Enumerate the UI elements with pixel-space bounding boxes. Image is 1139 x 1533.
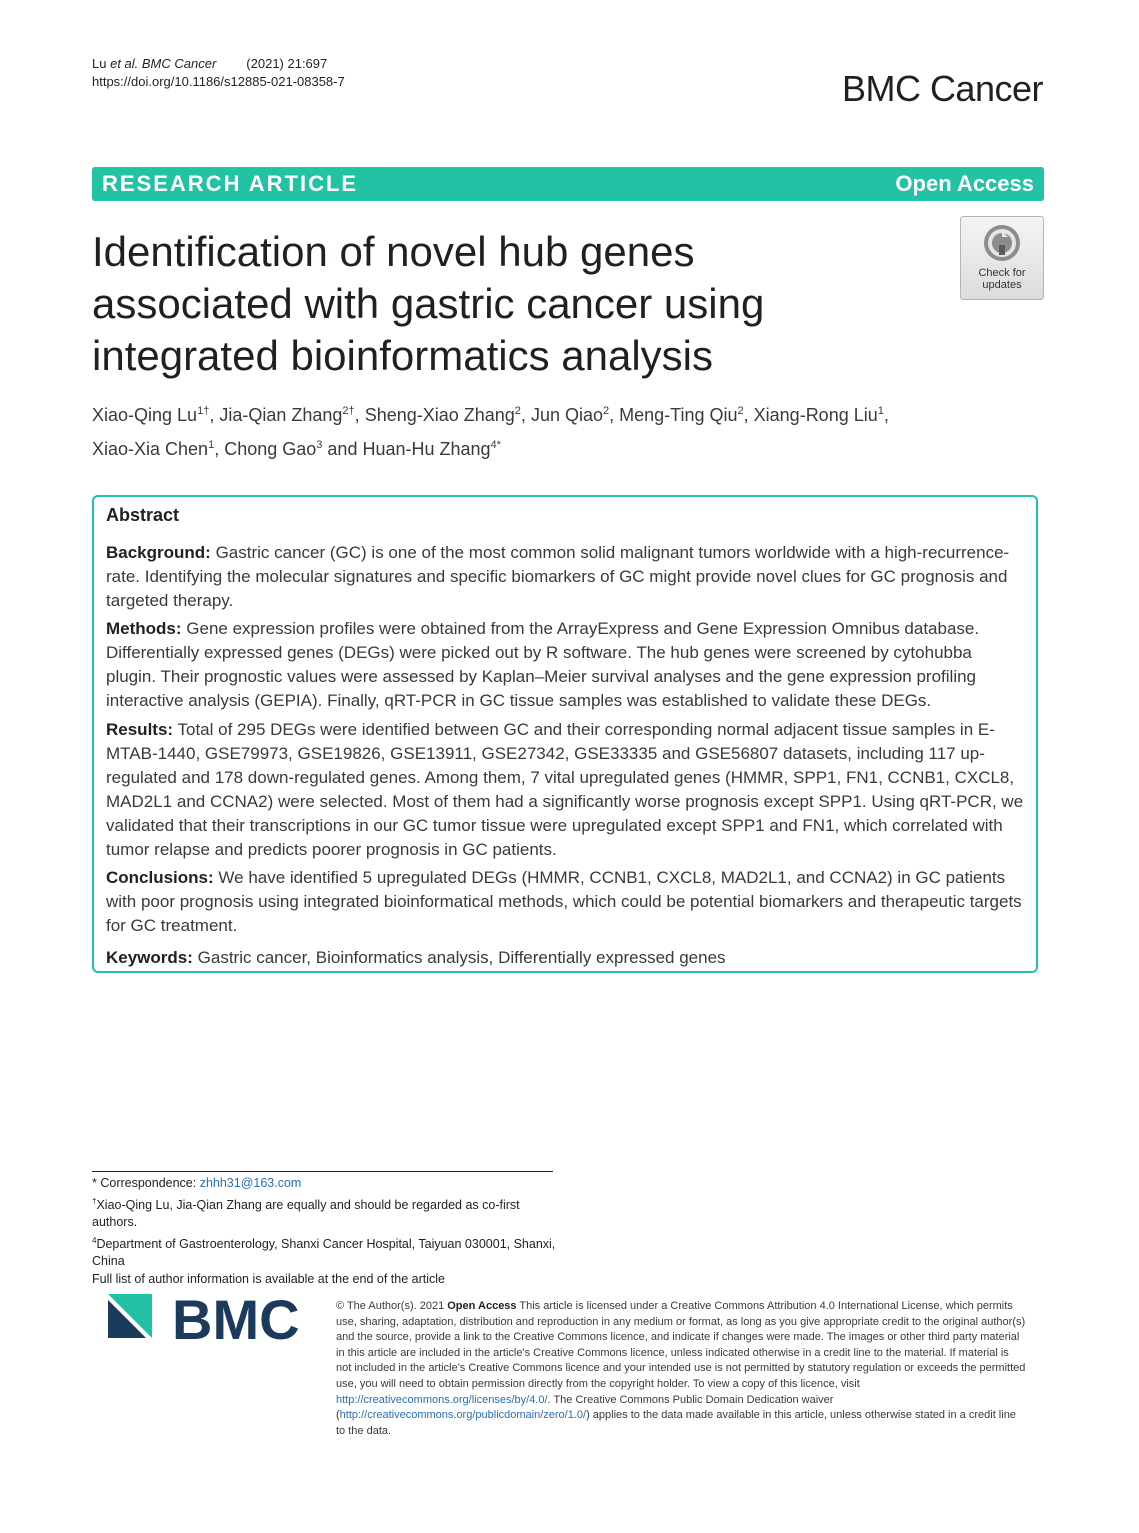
- license-body: ) applies to the data made available in this article, unless otherwise stated in a credit line to the data.: [336, 1409, 1016, 1437]
- abstract-heading: Abstract: [106, 505, 180, 525]
- footnote-mark: 4: [92, 1235, 97, 1245]
- correspondence-label: * Correspondence:: [92, 1176, 200, 1190]
- license-link[interactable]: http://creativecommons.org/publicdomain/zero/1.0/: [339, 1409, 587, 1422]
- check-for-updates-label: [961, 267, 1043, 291]
- author-affiliation: 2: [514, 405, 521, 417]
- section-label: Background:: [106, 543, 211, 562]
- citation-journal: et al. BMC Cancer: [110, 56, 217, 71]
- author[interactable]: [362, 439, 500, 459]
- footnote-text: Xiao-Qing Lu, Jia-Qian Zhang are equally and should be regarded as co-first authors.: [92, 1197, 520, 1230]
- section-text: Total of 295 DEGs were identified between GC and their corresponding normal adjacent tissue samples in E-MTAB-1440, GSE79973, GSE19826, GSE13911, GSE27342, GSE33335 and GSE56807 datasets, including 117 up-regulated and 178 down-regulated genes. Among them, 7 vital upregulated genes (HMMR, SPP1, FN1, CCNB1, CXCL8, MAD2L1 and CCNA2) were selected. Most of them had a significantly worse prognosis except SPP1. Using qRT-PCR, we validated that their transcriptions in our GC tumor tissue were upregulated except SPP1 and FN1, which correlated with tumor relapse and predicts poorer prognosis in GC patients.: [106, 720, 1024, 859]
- citation-header: [92, 55, 345, 91]
- abstract-keywords: [106, 946, 1026, 970]
- correspondence: [92, 1175, 562, 1193]
- author[interactable]: [224, 439, 322, 459]
- author-name: Jun Qiao: [530, 405, 603, 425]
- author[interactable]: [365, 405, 521, 425]
- title-line: Identification of novel hub genes: [92, 228, 695, 275]
- author-name: Huan-Hu Zhang: [362, 439, 491, 459]
- author-list: Xiao-Qing $Lu^{1\dagger}$, Jia-Qian Zhang$^{2\dagger}$, Sheng-Xiao Zhang$^2$, Jun Qiao$^2$, Meng-Ting Qiu$^2$, Xiang-Rong Liu$^1$, Xiao-Xia Chen$^1$, Chong Gao$^3$ and Huan-Hu Zhang$^{4*}$: [92, 405, 889, 459]
- abstract-methods: [106, 617, 1026, 713]
- author-affiliation: 2: [737, 405, 744, 417]
- license-body: . The Creative Commons Public Domain Dedication waiver (: [336, 1393, 834, 1422]
- correspondence-email-link[interactable]: zhhh31@163.com: [199, 1176, 302, 1190]
- license-text: [336, 1299, 1026, 1439]
- section-label: Keywords:: [106, 948, 193, 967]
- cofirst-note: [92, 1193, 562, 1232]
- abstract-box: [92, 495, 1038, 973]
- author-name: Xiao-Xia Chen: [92, 439, 209, 459]
- footnotes: [92, 1175, 562, 1288]
- article-title: [92, 226, 872, 382]
- license-body: This article is licensed under a Creative Commons Attribution 4.0 International License, which permits use, sharing, adaptation, distribution and reproduction in any medium or format, as long as you give appropriate credit to the original author(s) and the source, provide a link to the Creative Commons licence, and indicate if changes were made. The images or other third party material in this article are included in the article's Creative Commons licence, unless indicated otherwise in a credit line to the material. If material is not included in the article's Creative Commons licence and your intended use is not permitted by statutory regulation or exceeds the permitted use, you will need to obtain permission directly from the copyright holder. To view a copy of this licence, visit: [336, 1300, 1026, 1390]
- bmc-logo-text: BMC: [172, 1294, 300, 1348]
- author-name: Xiao-Qing Lu: [92, 405, 198, 425]
- author-affiliation: 2†: [342, 405, 355, 417]
- author[interactable]: [92, 439, 214, 459]
- update-circle-icon: [982, 223, 1022, 263]
- author-affiliation: 4*: [490, 439, 501, 451]
- author-name: Sheng-Xiao Zhang: [364, 405, 515, 425]
- author[interactable]: [219, 405, 354, 425]
- journal-name: BMC Cancer: [841, 68, 1043, 109]
- section-label: Methods:: [106, 619, 182, 638]
- open-access-label: Open Access: [895, 171, 1034, 196]
- updates-line: Check for: [978, 267, 1026, 279]
- doi-link[interactable]: https://doi.org/10.1186/s12885-021-08358-7: [92, 74, 345, 89]
- author[interactable]: [619, 405, 744, 425]
- footnote-mark: †: [92, 1196, 97, 1206]
- citation-year: (2021) 21:697: [246, 56, 328, 71]
- author-affiliation: 1†: [197, 405, 210, 417]
- author-name: Chong Gao: [224, 439, 317, 459]
- article-type-banner: [92, 167, 1044, 201]
- author-name: Xiang-Rong Liu: [753, 405, 878, 425]
- abstract-results: [106, 718, 1026, 862]
- section-text: Gastric cancer (GC) is one of the most common solid malignant tumors worldwide with a high-recurrence-rate. Identifying the molecular signatures and specific biomarkers of GC might provide novel clues for GC prognosis and targeted therapy.: [106, 543, 1010, 610]
- author-affiliation: 1: [877, 405, 884, 417]
- title-line: associated with gastric cancer using: [92, 280, 765, 327]
- section-label: Conclusions:: [106, 868, 214, 887]
- author[interactable]: [92, 405, 209, 425]
- abstract-background: [106, 541, 1026, 613]
- author-affiliation: 2: [602, 405, 610, 417]
- title-line: integrated bioinformatics analysis: [92, 332, 713, 379]
- license-prefix: © The Author(s). 2021: [336, 1300, 448, 1312]
- check-for-updates-button[interactable]: [960, 216, 1044, 300]
- updates-line: updates: [982, 279, 1022, 291]
- footnote-divider: [92, 1171, 553, 1172]
- citation-author: Lu: [92, 56, 107, 71]
- section-text: Gene expression profiles were obtained from the ArrayExpress and Gene Expression Omnibus database. Differentially expressed genes (DEGs) were picked out by R software. The hub genes were screened by cytohubba plugin. Their prognostic values were assessed by Kaplan–Meier survival analyses and the gene expression profiling interactive analysis (GEPIA). Finally, qRT-PCR in GC tissue samples was established to validate these DEGs.: [106, 619, 980, 710]
- author-name: Jia-Qian Zhang: [219, 405, 343, 425]
- article-type-label: RESEARCH ARTICLE: [102, 171, 359, 196]
- footnote-text: Department of Gastroenterology, Shanxi Cancer Hospital, Taiyuan 030001, Shanxi, China: [92, 1236, 556, 1269]
- section-label: Results:: [106, 720, 174, 739]
- section-text: We have identified 5 upregulated DEGs (HMMR, CCNB1, CXCL8, MAD2L1, and CCNA2) in GC patients with poor prognosis using integrated bioinformatical methods, which could be potential biomarkers and therapeutic targets for GC treatment.: [106, 868, 1022, 935]
- affiliation-note: [92, 1232, 562, 1271]
- license-link[interactable]: http://creativecommons.org/licenses/by/4.0/: [336, 1393, 548, 1406]
- author-name: Meng-Ting Qiu: [619, 405, 738, 425]
- abstract-conclusions: [106, 866, 1026, 938]
- section-text: Gastric cancer, Bioinformatics analysis, Differentially expressed genes: [197, 948, 726, 967]
- author[interactable]: [754, 405, 884, 425]
- author[interactable]: [531, 405, 609, 425]
- bmc-logo: [108, 1294, 313, 1348]
- full-list-note: Full list of author information is available at the end of the article: [92, 1271, 445, 1286]
- author-affiliation: 3: [316, 439, 323, 451]
- license-open-access: Open Access: [447, 1300, 517, 1312]
- author-affiliation: 1: [208, 439, 215, 451]
